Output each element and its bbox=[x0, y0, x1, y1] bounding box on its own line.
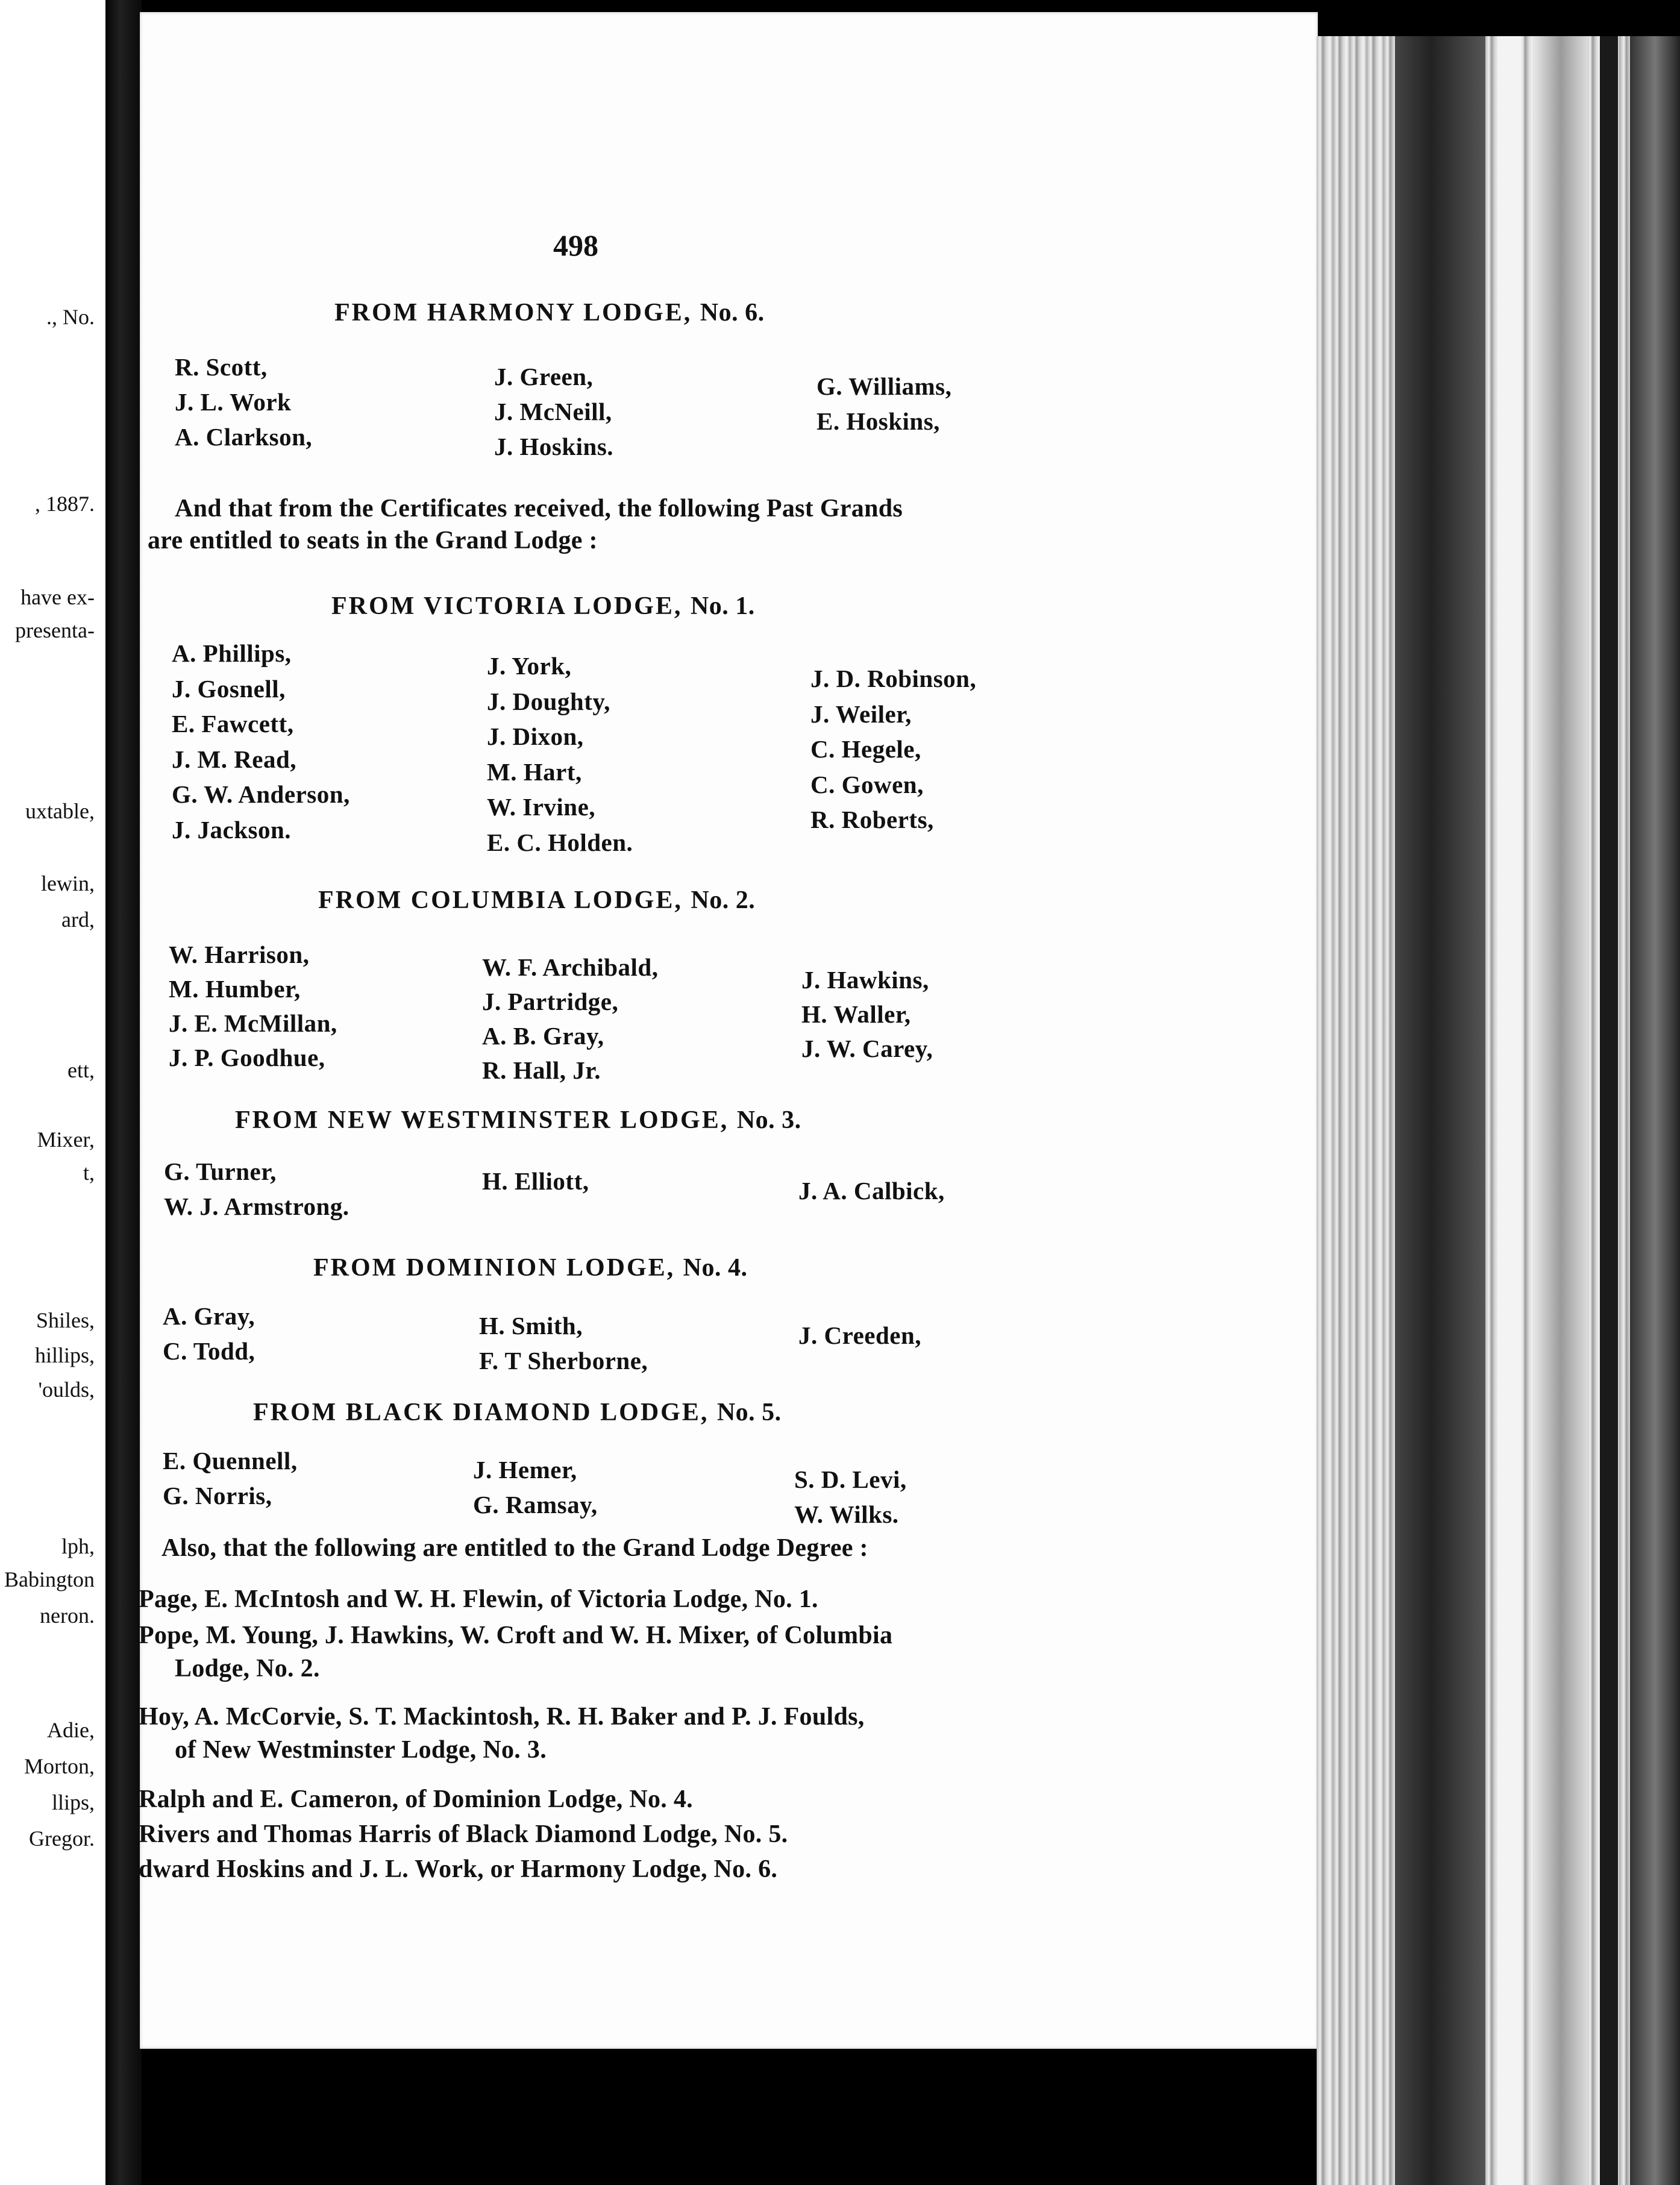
member-name: J. L. Work bbox=[175, 388, 292, 416]
intro-line: And that from the Certificates received, the following Past Grands bbox=[175, 495, 903, 522]
left-page-fragment-text: Mixer, bbox=[37, 1127, 95, 1152]
member-name: G. Ramsay, bbox=[473, 1491, 598, 1519]
left-page-fragment-text: lph, bbox=[61, 1534, 95, 1558]
member-name: E. C. Holden. bbox=[487, 828, 633, 856]
left-page-fragment-text: presenta- bbox=[15, 618, 95, 642]
member-name: E. Hoskins, bbox=[816, 407, 940, 435]
member-name: J. M. Read, bbox=[172, 745, 297, 773]
member-name: C. Hegele, bbox=[810, 735, 921, 763]
member-name: G. W. Anderson, bbox=[172, 780, 350, 808]
left-page-fragment-text: Gregor. bbox=[29, 1826, 95, 1851]
left-page-fragment-text: uxtable, bbox=[25, 799, 95, 823]
member-name: W. Harrison, bbox=[169, 941, 310, 968]
member-name: J. Green, bbox=[494, 363, 594, 390]
left-page-fragment-text: Morton, bbox=[24, 1754, 95, 1778]
member-name: A. Phillips, bbox=[172, 639, 292, 667]
member-name: C. Todd, bbox=[163, 1337, 255, 1365]
left-page-fragment-text: Adie, bbox=[47, 1718, 95, 1742]
member-name: J. P. Goodhue, bbox=[169, 1044, 325, 1071]
degree-line: Hoy, A. McCorvie, S. T. Mackintosh, R. H. Baker and P. J. Foulds, bbox=[139, 1703, 865, 1731]
lodge-heading-name: FROM VICTORIA LODGE, bbox=[331, 592, 691, 620]
member-name: J. Partridge, bbox=[482, 988, 619, 1015]
member-name: R. Hall, Jr. bbox=[482, 1056, 601, 1084]
degree-line: Pope, M. Young, J. Hawkins, W. Croft and W. H. Mixer, of Columbia bbox=[139, 1622, 893, 1649]
member-name: M. Humber, bbox=[169, 975, 301, 1003]
lodge-heading bbox=[235, 1106, 801, 1135]
intro-line: are entitled to seats in the Grand Lodge : bbox=[148, 527, 598, 554]
lodge-heading bbox=[318, 886, 755, 915]
member-name: A. Gray, bbox=[163, 1302, 255, 1330]
left-page-fragment-text: ett, bbox=[67, 1058, 95, 1082]
lodge-heading-number: No. 3. bbox=[736, 1106, 801, 1134]
lodge-heading-name: FROM BLACK DIAMOND LODGE, bbox=[253, 1399, 717, 1426]
member-name: J. Creeden, bbox=[798, 1321, 922, 1349]
member-name: A. Clarkson, bbox=[175, 423, 313, 451]
member-name: G. Williams, bbox=[816, 372, 952, 400]
left-page-fragment-text: t, bbox=[83, 1161, 95, 1185]
member-name: J. Hemer, bbox=[473, 1456, 577, 1484]
member-name: J. Dixon, bbox=[487, 723, 584, 750]
member-name: H. Smith, bbox=[479, 1312, 583, 1340]
member-name: J. W. Carey, bbox=[801, 1035, 933, 1062]
lodge-heading-number: No. 5. bbox=[716, 1399, 782, 1426]
left-page-fragment-text: Babington bbox=[4, 1567, 95, 1591]
member-name: J. Weiler, bbox=[810, 700, 912, 728]
lodge-heading-name: FROM NEW WESTMINSTER LODGE, bbox=[235, 1106, 737, 1134]
lodge-heading bbox=[334, 298, 765, 327]
member-name: H. Waller, bbox=[801, 1000, 911, 1028]
member-name: G. Turner, bbox=[164, 1158, 277, 1185]
member-name: M. Hart, bbox=[487, 757, 582, 786]
degree-line: Rivers and Thomas Harris of Black Diamond Lodge, No. 5. bbox=[139, 1820, 788, 1848]
member-name: J. Gosnell, bbox=[172, 674, 286, 703]
lodge-heading-name: FROM DOMINION LODGE, bbox=[313, 1254, 683, 1282]
lodge-heading-number: No. 1. bbox=[690, 592, 755, 620]
member-name: J. E. McMillan, bbox=[169, 1009, 337, 1037]
lodge-heading bbox=[313, 1253, 748, 1282]
member-name: H. Elliott, bbox=[482, 1167, 589, 1195]
left-page-fragment-text: ard, bbox=[61, 908, 95, 932]
left-page-fragment-text: hillips, bbox=[34, 1343, 95, 1367]
lodge-heading bbox=[331, 592, 755, 621]
member-name: J. Hawkins, bbox=[801, 966, 929, 994]
degree-intro: Also, that the following are entitled to the Grand Lodge Degree : bbox=[161, 1534, 868, 1562]
degree-line: of New Westminster Lodge, No. 3. bbox=[175, 1736, 547, 1764]
left-page-fragment-text: llips, bbox=[51, 1790, 95, 1814]
degree-line: Lodge, No. 2. bbox=[175, 1655, 320, 1682]
left-page-fragment-text: neron. bbox=[40, 1603, 95, 1628]
lodge-heading-number: No. 4. bbox=[683, 1254, 748, 1282]
member-name: J. Hoskins. bbox=[494, 433, 614, 460]
member-name: S. D. Levi, bbox=[794, 1466, 907, 1493]
lodge-heading-number: No. 2. bbox=[691, 886, 756, 914]
member-name: J. D. Robinson, bbox=[810, 665, 977, 692]
member-name: E. Fawcett, bbox=[172, 710, 294, 738]
member-name: E. Quennell, bbox=[163, 1447, 298, 1475]
lodge-heading-name: FROM COLUMBIA LODGE, bbox=[318, 886, 691, 914]
member-name: J. Jackson. bbox=[172, 815, 292, 844]
left-page-fragment-text: have ex- bbox=[20, 585, 95, 609]
member-name: C. Gowen, bbox=[810, 770, 924, 798]
lodge-heading bbox=[253, 1398, 782, 1427]
lodge-heading-number: No. 6. bbox=[700, 299, 765, 327]
member-name: J. Doughty, bbox=[487, 687, 610, 715]
page-number: 498 bbox=[553, 228, 598, 262]
member-name: F. T Sherborne, bbox=[479, 1347, 648, 1375]
left-page-fragment-text: lewin, bbox=[41, 871, 95, 895]
degree-line: Page, E. McIntosh and W. H. Flewin, of Victoria Lodge, No. 1. bbox=[139, 1585, 818, 1613]
member-name: J. York, bbox=[487, 652, 572, 680]
member-name: W. Wilks. bbox=[794, 1500, 899, 1528]
member-name: J. A. Calbick, bbox=[798, 1177, 945, 1205]
member-name: W. J. Armstrong. bbox=[164, 1193, 349, 1220]
left-page-fragment-text: 'oulds, bbox=[38, 1378, 95, 1402]
degree-line: dward Hoskins and J. L. Work, or Harmony Lodge, No. 6. bbox=[139, 1855, 778, 1883]
left-page-fragment-text: , 1887. bbox=[35, 492, 95, 516]
lodge-heading-name: FROM HARMONY LODGE, bbox=[334, 299, 700, 327]
member-name: G. Norris, bbox=[163, 1482, 272, 1509]
member-name: R. Scott, bbox=[175, 353, 268, 381]
degree-line: Ralph and E. Cameron, of Dominion Lodge, No. 4. bbox=[139, 1785, 693, 1813]
member-name: W. Irvine, bbox=[487, 793, 596, 821]
member-name: R. Roberts, bbox=[810, 806, 934, 833]
left-page-fragment-text: ., No. bbox=[46, 305, 95, 329]
member-name: A. B. Gray, bbox=[482, 1022, 604, 1050]
member-name: W. F. Archibald, bbox=[482, 953, 659, 981]
member-name: J. McNeill, bbox=[494, 398, 612, 425]
left-page-fragment-text: Shiles, bbox=[36, 1308, 95, 1332]
